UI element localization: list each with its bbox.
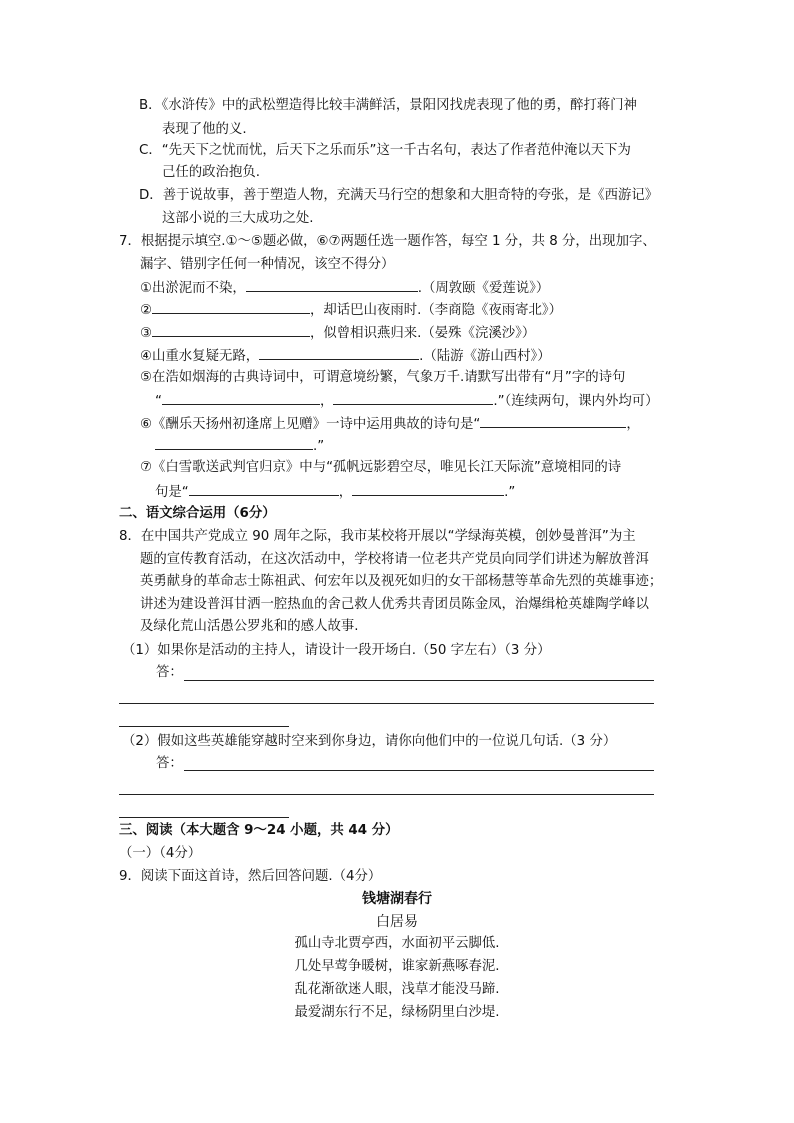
q7-item-3-text: ，似曾相识燕归来.（晏殊《浣溪沙》） [310,326,536,341]
fill-blank-6b[interactable] [155,436,313,450]
fill-blank-7b[interactable] [352,482,504,496]
answer-line-2c[interactable] [119,817,289,818]
answer-line-1c[interactable] [119,726,289,727]
fill-blank-5a[interactable] [162,391,320,405]
q7-item-3 [140,323,535,343]
q7-item-2-num: ② [140,303,153,318]
fill-blank-7a[interactable] [189,482,339,496]
q7-item-7-comma: ， [338,485,353,500]
q7-item-1 [140,278,549,298]
option-b-line2: 表现了他的义. [162,122,247,137]
q8-sub2-prompt: （2）假如这些英雄能穿越时空来到你身边，请你向他们中的一位说几句话.（3 分） [122,734,617,749]
answer-line-2a[interactable] [184,770,654,771]
fill-blank-1[interactable] [246,278,418,292]
q7-item-7-line1: ⑦《白雪歌送武判官归京》中与“孤帆远影碧空尽，唯见长江天际流”意境相同的诗 [140,460,622,475]
q8-line2: 题的宣传教育活动，在这次活动中，学校将请一位老共产党员向同学们讲述为解放普洱 [140,552,649,567]
q8-line3: 英勇献身的革命志士陈祖武、何宏年以及视死如归的女干部杨慧等革命先烈的英雄事迹； [140,574,663,589]
answer-label-1: 答： [156,665,183,680]
poem-author: 白居易 [376,914,418,930]
q7-item-3-num: ③ [140,326,153,341]
q7-item-4 [140,346,551,366]
q7-item-1-source: .（周敦颐《爱莲说》） [417,281,550,296]
answer-line-2b[interactable] [119,794,654,795]
q7-item-5-line2 [155,391,659,411]
q9-prompt: 9．阅读下面这首诗，然后回答问题.（4分） [119,869,382,884]
option-d-line1: D．善于说故事，善于塑造人物，充满天马行空的想象和大胆奇特的夸张，是《西游记》 [139,188,659,203]
fill-blank-4[interactable] [259,346,419,360]
poem-line-3: 乱花渐欲迷人眼，浅草才能没马蹄. [294,982,500,997]
fill-blank-5b[interactable] [333,391,493,405]
q8-line4: 讲述为建设普洱甘洒一腔热血的舍己救人优秀共青团员陈金凤，治爆缉枪英雄陶学峰以 [140,597,649,612]
fill-blank-3[interactable] [152,323,310,337]
poem-line-4: 最爱湖东行不足，绿杨阴里白沙堤. [294,1005,500,1020]
poem-line-1: 孤山寺北贾亭西，水面初平云脚低. [294,936,500,951]
q7-item-5-line1: ⑤在浩如烟海的古典诗词中，可谓意境纷繁，气象万千.请默写出带有“月”字的诗句 [140,370,626,385]
q8-line1: 8．在中国共产党成立 90 周年之际，我市某校将开展以“学绿海英模，创妙曼普洱”为主 [119,529,636,544]
option-c-line2: 己任的政治抱负. [162,165,260,180]
q7-item-6-text: ⑥《酬乐天扬州初逢席上见赠》一诗中运用典故的诗句是“ [140,417,481,432]
q7-item-6-line2 [155,436,324,456]
fill-blank-2[interactable] [152,300,310,314]
poem-title: 钱塘湖春行 [362,891,432,907]
section-3-part-1: （一）（4分） [119,846,202,861]
q7-item-6-end: .” [313,439,325,454]
q7-item-5-note: .”（连续两句，课内外均可） [493,394,659,409]
q7-item-4-source: .（陆游《游山西村》） [419,349,551,364]
section-2-title: 二、语文综合运用（6分） [119,506,276,521]
q7-item-5-open-quote: “ [155,394,162,409]
q7-item-2-text: ，却话巴山夜雨时.（李商隐《夜雨寄北》） [310,303,562,318]
q7-item-4-text: ④山重水复疑无路， [140,349,260,364]
q8-line5: 及绿化荒山活愚公罗兆和的感人故事. [140,619,359,634]
option-d-line2: 这部小说的三大成功之处. [162,211,314,226]
q7-item-7-pre: 句是“ [155,485,189,500]
q7-item-6-comma: ， [626,417,640,432]
q7-intro-line2: 漏字、错别字任何一种情况，该空不得分） [140,257,395,272]
section-3-title: 三、阅读（本大题含 9～24 小题，共 44 分） [119,823,399,838]
q7-item-6-line1 [140,414,640,434]
poem-line-2: 几处早莺争暖树，谁家新燕啄春泥. [294,959,500,974]
q7-intro-line1: 7．根据提示填空.①～⑤题必做，⑥⑦两题任选一题作答，每空 1 分，共 8 分，出现加字、 [119,234,656,249]
q7-item-1-text: ①出淤泥而不染， [140,281,246,296]
answer-line-1a[interactable] [184,680,654,681]
q7-item-5-comma: ， [319,394,334,409]
answer-line-1b[interactable] [119,703,654,704]
answer-label-2: 答： [156,756,183,771]
q7-item-7-end: .” [504,485,516,500]
option-b-line1: B．《水浒传》中的武松塑造得比较丰满鲜活，景阳冈找虎表现了他的勇，醉打蒋门神 [139,98,637,113]
q7-item-7-line2 [155,482,515,502]
option-c-line1: C．“先天下之忧而忧，后天下之乐而乐”这一千古名句，表达了作者范仲淹以天下为 [139,143,631,158]
q7-item-2 [140,300,562,320]
fill-blank-6a[interactable] [480,414,626,428]
q8-sub1-prompt: （1）如果你是活动的主持人，请设计一段开场白.（50 字左右）（3 分） [122,643,551,658]
